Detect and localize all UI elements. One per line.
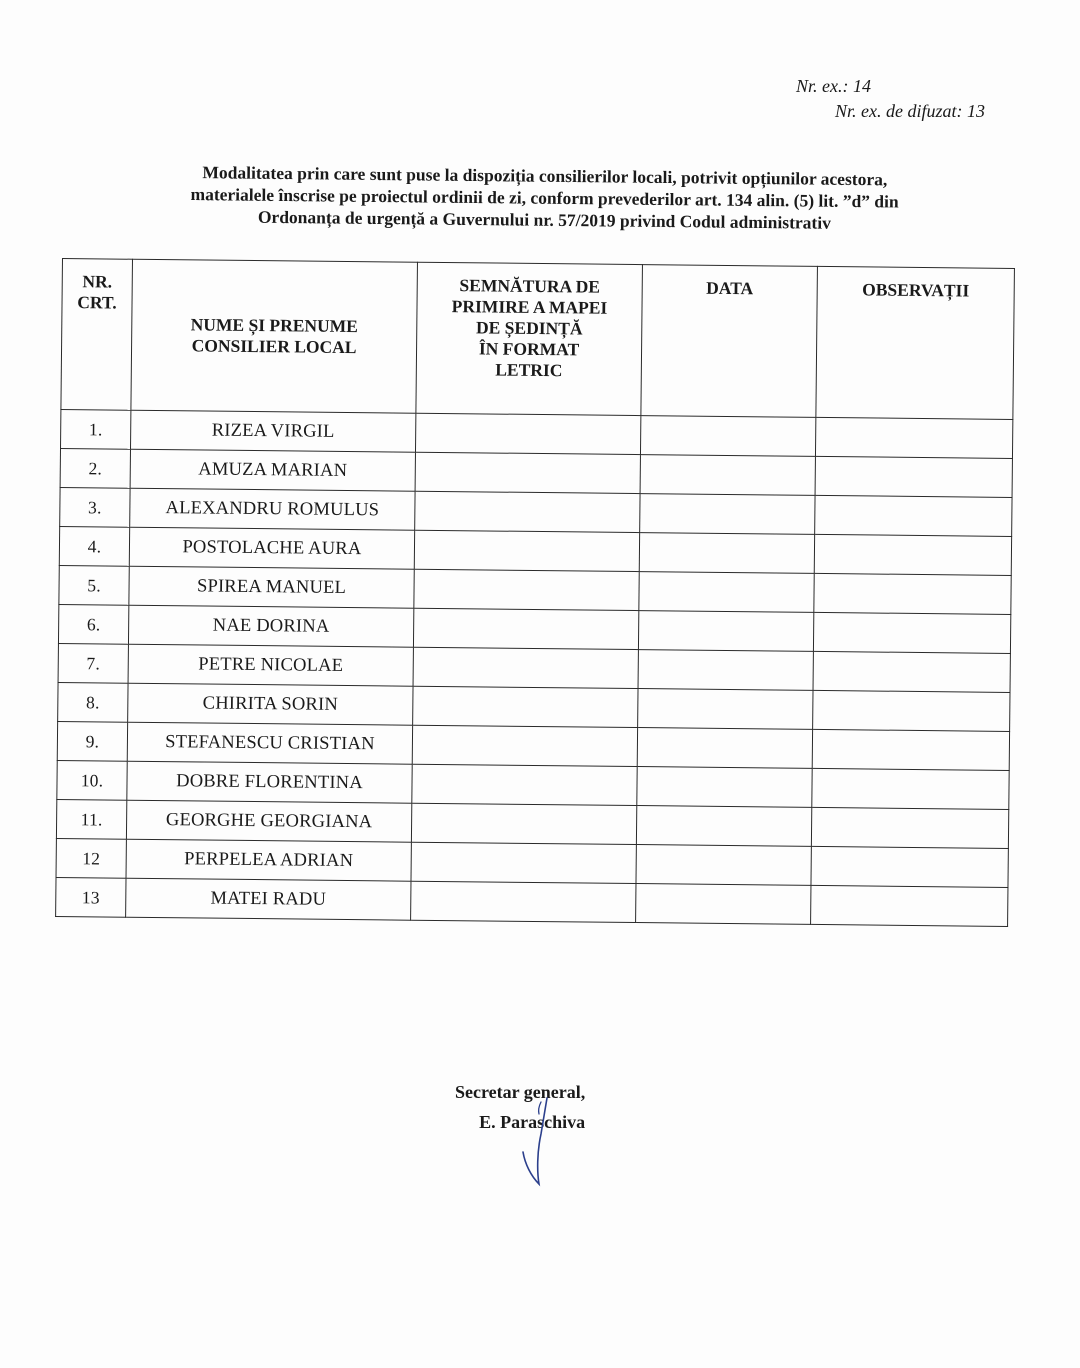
header-data: DATA <box>641 265 818 418</box>
signature-cell <box>415 452 640 493</box>
councillor-name: PERPELEA ADRIAN <box>126 839 411 881</box>
header-signature: SEMNĂTURA DE PRIMIRE A MAPEI DE ȘEDINȚĂ ÎN FORMAT LETRIC <box>416 262 643 415</box>
distribution-table <box>55 258 1015 927</box>
document-heading <box>89 160 1000 236</box>
date-cell <box>638 650 813 691</box>
row-number: 12 <box>56 838 126 878</box>
date-cell <box>638 689 813 730</box>
copies-count: Nr. ex.: 14 <box>796 76 871 96</box>
row-number: 13 <box>56 877 126 917</box>
observations-cell <box>815 495 1012 536</box>
observations-cell <box>813 690 1010 731</box>
signatory-name: E. Paraschiva <box>479 1112 586 1132</box>
copy-info <box>796 74 985 124</box>
row-number: 3. <box>60 487 130 527</box>
observations-cell <box>813 612 1010 653</box>
observations-cell <box>815 417 1012 458</box>
councillor-name: POSTOLACHE AURA <box>129 527 414 569</box>
signature-cell <box>413 647 638 688</box>
signature-cell <box>414 569 639 610</box>
councillor-name: SPIREA MANUEL <box>129 566 414 608</box>
councillor-name: MATEI RADU <box>126 878 411 920</box>
heading-line-3: Ordonanța de urgență a Guvernului nr. 57/2019 privind Codul administrativ <box>257 206 832 233</box>
row-number: 4. <box>59 526 129 566</box>
signature-cell <box>414 530 639 571</box>
table-body <box>56 409 1013 926</box>
signature-cell <box>415 413 640 454</box>
signature-cell <box>412 725 637 766</box>
signature-cell <box>413 608 638 649</box>
signature-cell <box>415 491 640 532</box>
date-cell <box>637 728 812 769</box>
distribution-table-wrapper <box>55 258 1014 927</box>
observations-cell <box>814 534 1011 575</box>
signatory-title: Secretar general, <box>455 1082 586 1102</box>
row-number: 8. <box>58 682 128 722</box>
heading-line-1: Modalitatea prin care sunt puse la dispoziția consilierilor locali, potrivit opțiunilor acestora, <box>202 162 888 190</box>
row-number: 5. <box>59 565 129 605</box>
observations-cell <box>815 456 1012 497</box>
row-number: 2. <box>60 448 130 488</box>
row-number: 10. <box>57 760 127 800</box>
councillor-name: AMUZA MARIAN <box>130 449 415 491</box>
observations-cell <box>813 651 1010 692</box>
signature-cell <box>413 686 638 727</box>
header-observations: OBSERVAȚII <box>816 266 1015 419</box>
date-cell <box>639 533 814 574</box>
observations-cell <box>811 846 1008 887</box>
date-cell <box>638 611 813 652</box>
councillor-name: NAE DORINA <box>128 605 413 647</box>
signature-cell <box>411 881 636 922</box>
date-cell <box>640 455 815 496</box>
header-name: NUME ȘI PRENUME CONSILIER LOCAL <box>131 259 418 413</box>
observations-cell <box>812 768 1009 809</box>
row-number: 6. <box>58 604 128 644</box>
councillor-name: PETRE NICOLAE <box>128 644 413 686</box>
heading-line-2: materialele înscrise pe proiectul ordinii de zi, conform prevederilor art. 134 alin. (5) lit. ”d” din <box>190 184 899 212</box>
header-nr: NR. CRT. <box>61 259 133 411</box>
date-cell <box>640 416 815 457</box>
date-cell <box>636 806 811 847</box>
councillor-name: ALEXANDRU ROMULUS <box>130 488 415 530</box>
copies-to-distribute: Nr. ex. de difuzat: 13 <box>835 101 985 121</box>
date-cell <box>636 884 811 925</box>
councillor-name: DOBRE FLORENTINA <box>127 761 412 803</box>
date-cell <box>637 767 812 808</box>
observations-cell <box>814 573 1011 614</box>
observations-cell <box>811 807 1008 848</box>
signature-cell <box>411 842 636 883</box>
councillor-name: STEFANESCU CRISTIAN <box>127 722 412 764</box>
observations-cell <box>811 885 1008 926</box>
councillor-name: CHIRITA SORIN <box>128 683 413 725</box>
row-number: 7. <box>58 643 128 683</box>
date-cell <box>640 494 815 535</box>
row-number: 1. <box>61 409 131 449</box>
signature-cell <box>411 803 636 844</box>
signature-cell <box>412 764 637 805</box>
observations-cell <box>812 729 1009 770</box>
row-number: 11. <box>56 799 126 839</box>
councillor-name: GEORGHE GEORGIANA <box>126 800 411 842</box>
handwritten-signature-icon <box>515 1092 555 1192</box>
table-header-row <box>61 259 1015 420</box>
date-cell <box>636 845 811 886</box>
date-cell <box>639 572 814 613</box>
row-number: 9. <box>57 721 127 761</box>
councillor-name: RIZEA VIRGIL <box>131 410 416 452</box>
